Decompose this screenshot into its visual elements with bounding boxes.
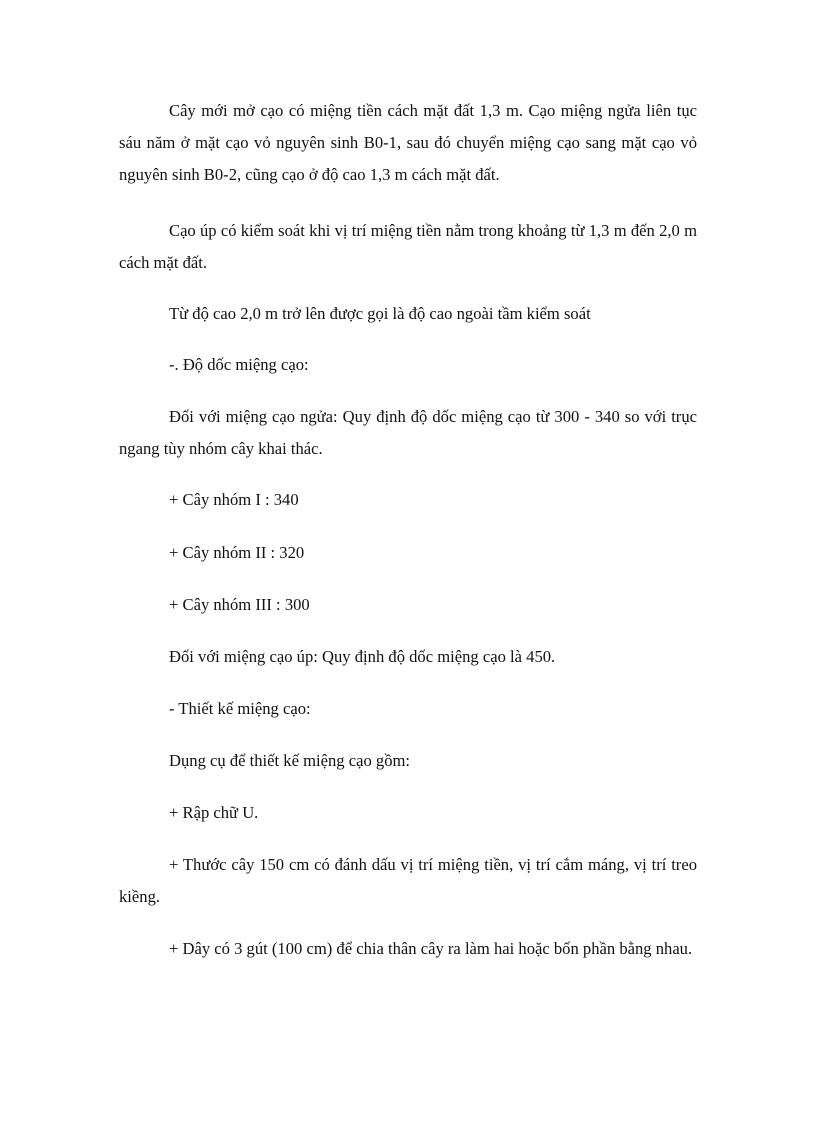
document-page — [119, 0, 697, 1123]
paragraph-controlled-upward-tapping: Cạo úp có kiểm soát khi vị trí miệng tiền nằm trong khoảng từ 1,3 m đến 2,0 m cách mặt đất. — [119, 221, 697, 272]
paragraph-upward-cut-slope: Đối với miệng cạo úp: Quy định độ dốc miệng cạo là 450. — [169, 647, 556, 666]
list-item-group-3: + Cây nhóm III : 300 — [169, 595, 310, 614]
list-item-measuring-stick: + Thước cây 150 cm có đánh dấu vị trí miệng tiền, vị trí cắm máng, vị trí treo kiềng. — [119, 855, 697, 906]
list-item-group-1: + Cây nhóm I : 340 — [169, 490, 299, 509]
paragraph-initial-tapping-height: Cây mới mở cạo có miệng tiền cách mặt đất 1,3 m. Cạo miệng ngửa liên tục sáu năm ở mặt cạo vỏ nguyên sinh B0-1, sau đó chuyển miệng cạo sang mặt cạo vỏ nguyên sinh B0-2, cũng cạo ở độ cao 1,3 m cách mặt đất. — [119, 101, 697, 184]
list-item-u-template: + Rập chữ U. — [169, 803, 259, 822]
paragraph-design-tools: Dụng cụ để thiết kế miệng cạo gồm: — [169, 751, 411, 770]
heading-cut-slope: -. Độ dốc miệng cạo: — [169, 355, 309, 374]
paragraph-downward-cut-slope: Đối với miệng cạo ngửa: Quy định độ dốc miệng cạo từ 300 - 340 so với trục ngang tùy nhóm cây khai thác. — [119, 407, 697, 458]
list-item-group-2: + Cây nhóm II : 320 — [169, 543, 305, 562]
list-item-knotted-rope: + Dây có 3 gút (100 cm) để chia thân cây ra làm hai hoặc bốn phần bằng nhau. — [169, 939, 693, 958]
heading-cut-design: - Thiết kế miệng cạo: — [169, 699, 311, 718]
paragraph-uncontrolled-height: Từ độ cao 2,0 m trở lên được gọi là độ cao ngoài tầm kiểm soát — [169, 304, 591, 323]
